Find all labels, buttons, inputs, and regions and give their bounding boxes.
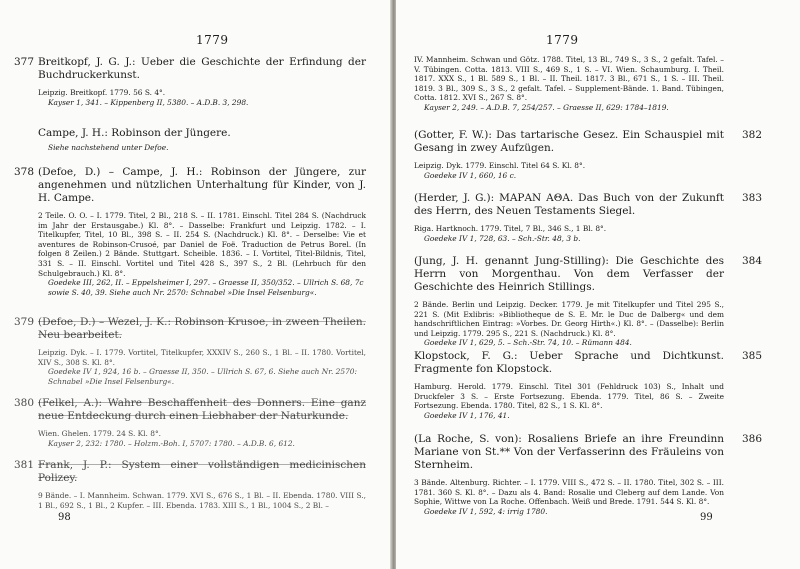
entry-references: Kayser 1, 341. – Kippenberg II, 5380. – A.D.B. 3, 298. (48, 97, 249, 107)
entry-details: Riga. Hartknoch. 1779. Titel, 7 Bl., 346 S., 1 Bl. 8°. (414, 224, 607, 233)
entry-references: Kayser 2, 249. – A.D.B. 7, 254/257. – Graesse II, 629: 1784–1819. (424, 102, 669, 112)
entry-details: Leipzig. Dyk. 1779. Einschl. Titel 64 S. Kl. 8°. (414, 161, 586, 170)
entry-references: Goedeke IV 1, 924, 16 b. – Graesse II, 350. – Ullrich S. 67, 6. Siehe auch Nr. 2570: Schnabel »Die Insel Felsenburg«. (48, 367, 357, 386)
entry-details: 2 Teile. O. O. – I. 1779. Titel, 2 Bl., 218 S. – II. 1781. Einschl. Titel 284 S. (Nachdruck im Jahr der Erstausgabe.) Kl. 8°. – Dasselbe: Frankfurt und Leipzig. 1782. – I. Titelkupfer, Titel, 10 Bl., 398 S. – II. 254 S. (Nachdruck.) Kl. 8°. – Derselbe: Vie et aventures de Robinson-Crusoé, par Daniel de Foë. Traduction de Petrus Borel. (In folgen 8 Zeilen.) 2 Bände. Stuttgart. Scheible. 1836. – I. Vortitel, Titel-Bildnis, Titel, 331 S. – II. Einschl. Vortitel und Titel 428 S., 397 S., 2 Bl. (Lehrbuch für den Schulgebrauch.) Kl. 8°. (38, 211, 366, 278)
entry-details: 3 Bände. Altenburg. Richter. – I. 1779. VIII S., 472 S. – II. 1780. Titel, 302 S. – III. 1781. 360 S. Kl. 8°. – Dazu als 4. Band: Rosalie und Cleberg auf dem Lande. Von Sophie, Wittwe von La Roche. Offenbach. Weiß und Brede. 1791. 544 S. Kl. 8°. (414, 478, 724, 507)
entry-heading: Klopstock, F. G.: Ueber Sprache und Dichtkunst. Fragmente fon Klopstock. (414, 350, 724, 375)
entry-number: 378 (14, 166, 35, 178)
entry-details: IV. Mannheim. Schwan und Götz. 1788. Titel, 13 Bl., 749 S., 3 S., 2 gefalt. Tafel. – V. Tübingen. Cotta. 1813. VIII S., 469 S., 1 S. – VI. Wien. Schaumburg. I. Theil. 1817. XXX S., 1 Bl. 589 S., 1 Bl. – II. Theil. 1817. 3 Bl., 671 S., 1 S. – III. Theil. 1819. 3 Bl., 309 S., 3 S., 2 gefalt. Tafel. – Supplement-Bände. 1. Band. Tübingen, Cotta. 1812. XVI S., 267 S. 8°. (414, 55, 724, 103)
bibliography-entry: 382 (Gotter, F. W.): Das tartarische Gesez. Ein Schauspiel mit Gesang in zwey Aufzügen. Leipzig. Dyk. 1779. Einschl. Titel 64 S. Kl. 8°. Goedeke IV 1, 660, 16 c. (414, 129, 763, 180)
entry-heading: (Defoe, D.) – Campe, J. H.: Robinson der Jüngere, zur angenehmen und nützlichen Unterhaltung für Kinder, von J. H. Campe. (38, 166, 366, 204)
entry-heading: Frank, J. P.: System einer vollständigen medicinischen Polizey. (38, 459, 366, 484)
bibliography-entry: 385 Klopstock, F. G.: Ueber Sprache und Dichtkunst. Fragmente fon Klopstock. Hamburg. Herold. 1779. Einschl. Titel 301 (Fehldruck 103) S., Inhalt und Druckfeler 3 S. – Erste Fortsezung. Ebenda. 1779. Titel, 86 S. – Zweite Fortsezung. Ebenda. 1780. Titel, 82 S., 1 S. Kl. 8°. Goedeke IV 1, 176, 41. (414, 350, 763, 420)
entry-number: 380 (14, 397, 35, 409)
bibliography-entry (38, 127, 366, 153)
entry-continuation (414, 55, 724, 113)
bibliography-entry (14, 459, 366, 510)
entry-heading: (La Roche, S. von): Rosaliens Briefe an ihre Freundinn Mariane von St.** Von der Verfasserinn des Fräuleins von Sternheim. (414, 433, 724, 471)
right-page (396, 0, 800, 569)
page-year: 1779 (546, 33, 579, 47)
entry-references: Kayser 2, 232: 1780. – Holzm.-Boh. I, 5707: 1780. – A.D.B. 6, 612. (48, 438, 295, 448)
entry-heading: (Defoe, D.) – Wezel, J. K.: Robinson Krusoe, in zween Theilen. Neu bearbeitet. (38, 316, 366, 341)
entry-heading: (Jung, J. H. genannt Jung-Stilling): Die Geschichte des Herrn von Morgenthau. Von dem Verfasser der Geschichte des Heinrich Stillings. (414, 255, 724, 293)
bibliography-entry (14, 397, 366, 448)
bibliography-entry (14, 166, 366, 297)
entry-number: 379 (14, 316, 35, 328)
page-number: 99 (700, 512, 713, 523)
bibliography-entry (14, 56, 366, 107)
entry-heading: (Herder, J. G.): ΜΑΡΑΝ ΑΘΑ. Das Buch von der Zukunft des Herrn, des Neuen Testaments Siegel. (414, 192, 724, 217)
entry-references: Goedeke IV 1, 629, 5. – Sch.-Str. 74, 10. – Rümann 484. (424, 338, 632, 348)
entry-heading: Breitkopf, J. G. J.: Ueber die Geschichte der Erfindung der Buchdruckerkunst. (38, 56, 366, 81)
entry-references: Goedeke IV 1, 592, 4: irrig 1780. (424, 506, 548, 516)
entry-number: 377 (14, 56, 35, 68)
entry-references: Goedeke IV 1, 660, 16 c. (424, 170, 517, 180)
entry-references: Goedeke IV 1, 176, 41. (424, 410, 510, 420)
entry-details: Leipzig. Breitkopf. 1779. 56 S. 4°. (38, 88, 166, 97)
entry-details: Hamburg. Herold. 1779. Einschl. Titel 301 (Fehldruck 103) S., Inhalt und Druckfeler 3 S. – Erste Fortsezung. Ebenda. 1779. Titel, 86 S. – Zweite Fortsezung. Ebenda. 1780. Titel, 82 S., 1 S. Kl. 8°. (414, 382, 724, 411)
bibliography-entry: 386 (La Roche, S. von): Rosaliens Briefe an ihre Freundinn Mariane von St.** Von der Verfasserinn des Fräuleins von Sternheim. 3 Bände. Altenburg. Richter. – I. 1779. VIII S., 472 S. – II. 1780. Titel, 302 S. – III. 1781. 360 S. Kl. 8°. – Dazu als 4. Band: Rosalie und Cleberg auf dem Lande. Von Sophie, Wittwe von La Roche. Offenbach. Weiß und Brede. 1791. 544 S. Kl. 8°. Goedeke IV 1, 592, 4: irrig 1780. (414, 433, 763, 516)
entry-details: Leipzig. Dyk. – I. 1779. Vortitel, Titelkupfer, XXXIV S., 260 S., 1 Bl. – II. 1780. Vortitel, XIV S., 308 S. Kl. 8°. (38, 348, 366, 367)
entry-heading: (Felkel, A.): Wahre Beschaffenheit des Donners. Eine ganz neue Entdeckung durch einen Liebhaber der Naturkunde. (38, 397, 366, 422)
bibliography-entry: 383 (Herder, J. G.): ΜΑΡΑΝ ΑΘΑ. Das Buch von der Zukunft des Herrn, des Neuen Testaments Siegel. Riga. Hartknoch. 1779. Titel, 7 Bl., 346 S., 1 Bl. 8°. Goedeke IV 1, 728, 63. – Sch.-Str. 48, 3 b. (414, 192, 763, 243)
entry-references: Goedeke IV 1, 728, 63. – Sch.-Str. 48, 3 b. (424, 233, 581, 243)
entry-heading: (Gotter, F. W.): Das tartarische Gesez. Ein Schauspiel mit Gesang in zwey Aufzügen. (414, 129, 724, 154)
entry-references: Goedeke III, 262, II. – Eppelsheimer I, 297. – Graesse II, 350/352. – Ullrich S. 68, 7c sowie S. 40, 39. Siehe auch Nr. 2570: Schnabel »Die Insel Felsenburg«. (48, 278, 364, 297)
entry-references: Siehe nachstehend unter Defoe. (48, 143, 169, 152)
page-number: 98 (58, 512, 71, 523)
bibliography-entry (14, 316, 366, 386)
entry-number: 381 (14, 459, 35, 471)
bibliography-entry: 384 (Jung, J. H. genannt Jung-Stilling): Die Geschichte des Herrn von Morgenthau. Von dem Verfasser der Geschichte des Heinrich Stillings. 2 Bände. Berlin und Leipzig. Decker. 1779. Je mit Titelkupfer und Titel 295 S., 221 S. (Mit Exlibris: »Bibliotheque de S. E. Mr. le Duc de Dalberg« und dem handschriftlichen Eintrag: »Vorbes. Dr. Georg Hirth«.) Kl. 8°. – (Dasselbe): Berlin und Leipzig. 1779. 295 S., 221 S. (Nachdruck.) Kl. 8°. Goedeke IV 1, 629, 5. – Sch.-Str. 74, 10. – Rümann 484. (414, 255, 763, 348)
entry-details: Wien. Ghelen. 1779. 24 S. Kl. 8°. (38, 429, 161, 438)
left-page (0, 0, 392, 569)
entry-details: 2 Bände. Berlin und Leipzig. Decker. 1779. Je mit Titelkupfer und Titel 295 S., 221 S. (Mit Exlibris: »Bibliotheque de S. E. Mr. le Duc de Dalberg« und dem handschriftlichen Eintrag: »Vorbes. Dr. Georg Hirth«.) Kl. 8°. – (Dasselbe): Berlin und Leipzig. 1779. 295 S., 221 S. (Nachdruck.) Kl. 8°. (414, 300, 724, 338)
entry-heading: Campe, J. H.: Robinson der Jüngere. (38, 127, 231, 139)
page-year: 1779 (196, 33, 229, 47)
entry-details: 9 Bände. – I. Mannheim. Schwan. 1779. XVI S., 676 S., 1 Bl. – II. Ebenda. 1780. VIII S., 1 Bl., 692 S., 1 Bl., 2 Kupfer. – III. Ebenda. 1783. XIII S., 1 Bl., 1004 S., 2 Bl. – (38, 491, 366, 510)
